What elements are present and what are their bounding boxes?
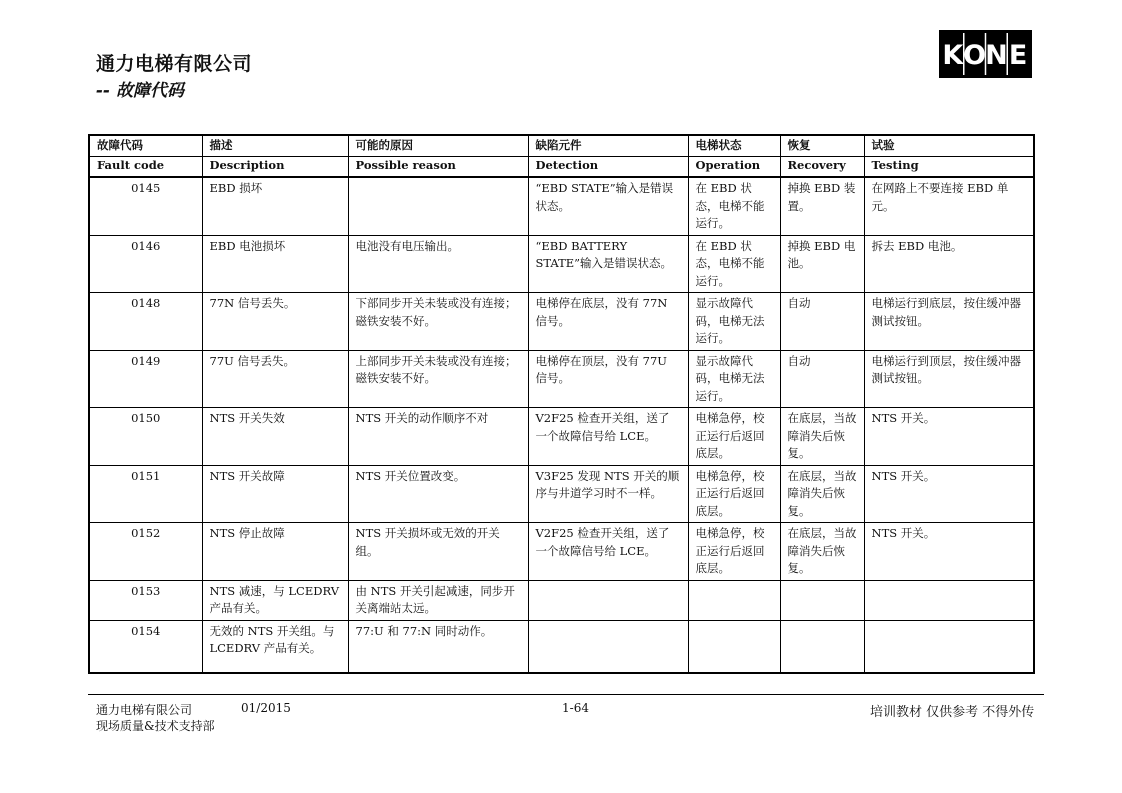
col-header-fault-code: Fault code bbox=[89, 157, 202, 178]
possible-reason-cell: NTS 开关位置改变。 bbox=[348, 465, 528, 523]
col-header-operation: Operation bbox=[688, 157, 780, 178]
detection-cell: V2F25 检查开关组，送了一个故障信号给 LCE。 bbox=[528, 408, 688, 466]
testing-cell: NTS 开关。 bbox=[864, 523, 1034, 581]
header-row-chinese bbox=[89, 135, 1034, 157]
possible-reason-cell: 下部同步开关未装或没有连接；磁铁安装不好。 bbox=[348, 293, 528, 351]
table-row bbox=[89, 408, 1034, 466]
operation-cell: 电梯急停，校正运行后返回底层。 bbox=[688, 465, 780, 523]
operation-cell: 显示故障代码，电梯无法运行。 bbox=[688, 293, 780, 351]
col-header-recovery-cn: 恢复 bbox=[780, 135, 864, 157]
col-header-testing: Testing bbox=[864, 157, 1034, 178]
page-number: 1-64 bbox=[562, 701, 589, 715]
testing-cell: 电梯运行到顶层，按住缓冲器测试按钮。 bbox=[864, 350, 1034, 408]
possible-reason-cell: 由 NTS 开关引起减速，同步开关离端站太远。 bbox=[348, 580, 528, 620]
testing-cell: 拆去 EBD 电池。 bbox=[864, 235, 1034, 293]
description-cell: 77N 信号丢失。 bbox=[202, 293, 348, 351]
description-cell: 77U 信号丢失。 bbox=[202, 350, 348, 408]
col-header-detection: Detection bbox=[528, 157, 688, 178]
footer-divider bbox=[88, 694, 1044, 695]
description-cell: NTS 开关故障 bbox=[202, 465, 348, 523]
detection-cell: 电梯停在顶层，没有 77U 信号。 bbox=[528, 350, 688, 408]
table-row bbox=[89, 293, 1034, 351]
operation-cell bbox=[688, 580, 780, 620]
fault-code-cell: 0151 bbox=[89, 465, 202, 523]
fault-code-cell: 0149 bbox=[89, 350, 202, 408]
operation-cell: 显示故障代码，电梯无法运行。 bbox=[688, 350, 780, 408]
logo-letter-k: K bbox=[942, 40, 964, 71]
col-header-possible-reason: Possible reason bbox=[348, 157, 528, 178]
table-row bbox=[89, 580, 1034, 620]
possible-reason-cell: NTS 开关损坏或无效的开关组。 bbox=[348, 523, 528, 581]
operation-cell bbox=[688, 620, 780, 673]
table-row bbox=[89, 350, 1034, 408]
detection-cell: “EBD BATTERY STATE”输入是错误状态。 bbox=[528, 235, 688, 293]
fault-code-cell: 0150 bbox=[89, 408, 202, 466]
footer-date: 01/2015 bbox=[241, 701, 291, 715]
fault-code-table bbox=[88, 134, 1035, 674]
col-header-possible-reason-cn: 可能的原因 bbox=[348, 135, 528, 157]
fault-code-cell: 0146 bbox=[89, 235, 202, 293]
col-header-testing-cn: 试验 bbox=[864, 135, 1034, 157]
detection-cell bbox=[528, 580, 688, 620]
recovery-cell: 掉换 EBD 电池。 bbox=[780, 235, 864, 293]
fault-code-cell: 0145 bbox=[89, 177, 202, 235]
description-cell: 无效的 NTS 开关组。与 LCEDRV 产品有关。 bbox=[202, 620, 348, 673]
col-header-fault-code-cn: 故障代码 bbox=[89, 135, 202, 157]
recovery-cell bbox=[780, 580, 864, 620]
description-cell: NTS 停止故障 bbox=[202, 523, 348, 581]
operation-cell: 电梯急停，校正运行后返回底层。 bbox=[688, 408, 780, 466]
col-header-detection-cn: 缺陷元件 bbox=[528, 135, 688, 157]
recovery-cell: 在底层，当故障消失后恢复。 bbox=[780, 465, 864, 523]
detection-cell: 电梯停在底层，没有 77N 信号。 bbox=[528, 293, 688, 351]
possible-reason-cell bbox=[348, 177, 528, 235]
possible-reason-cell: NTS 开关的动作顺序不对 bbox=[348, 408, 528, 466]
testing-cell: 在网路上不要连接 EBD 单元。 bbox=[864, 177, 1034, 235]
logo-letter-e: E bbox=[1008, 40, 1028, 71]
operation-cell: 在 EBD 状态，电梯不能运行。 bbox=[688, 177, 780, 235]
fault-code-cell: 0148 bbox=[89, 293, 202, 351]
detection-cell: “EBD STATE”输入是错误状态。 bbox=[528, 177, 688, 235]
testing-cell bbox=[864, 580, 1034, 620]
possible-reason-cell: 上部同步开关未装或没有连接；磁铁安装不好。 bbox=[348, 350, 528, 408]
recovery-cell: 掉换 EBD 装置。 bbox=[780, 177, 864, 235]
fault-code-cell: 0152 bbox=[89, 523, 202, 581]
col-header-description: Description bbox=[202, 157, 348, 178]
operation-cell: 在 EBD 状态，电梯不能运行。 bbox=[688, 235, 780, 293]
col-header-operation-cn: 电梯状态 bbox=[688, 135, 780, 157]
table-row bbox=[89, 177, 1034, 235]
footer-notice: 培训教材 仅供参考 不得外传 bbox=[870, 705, 1035, 720]
recovery-cell bbox=[780, 620, 864, 673]
testing-cell: 电梯运行到底层，按住缓冲器测试按钮。 bbox=[864, 293, 1034, 351]
company-title: 通力电梯有限公司 bbox=[96, 53, 253, 75]
testing-cell: NTS 开关。 bbox=[864, 408, 1034, 466]
recovery-cell: 在底层，当故障消失后恢复。 bbox=[780, 523, 864, 581]
recovery-cell: 自动 bbox=[780, 293, 864, 351]
fault-code-cell: 0153 bbox=[89, 580, 202, 620]
recovery-cell: 自动 bbox=[780, 350, 864, 408]
description-cell: NTS 减速，与 LCEDRV 产品有关。 bbox=[202, 580, 348, 620]
page-subtitle: -- 故障代码 bbox=[96, 81, 185, 101]
detection-cell bbox=[528, 620, 688, 673]
footer-department: 现场质量&技术支持部 bbox=[96, 719, 215, 733]
col-header-recovery: Recovery bbox=[780, 157, 864, 178]
description-cell: EBD 损坏 bbox=[202, 177, 348, 235]
table-row bbox=[89, 465, 1034, 523]
possible-reason-cell: 电池没有电压输出。 bbox=[348, 235, 528, 293]
fault-code-cell: 0154 bbox=[89, 620, 202, 673]
operation-cell: 电梯急停，校正运行后返回底层。 bbox=[688, 523, 780, 581]
detection-cell: V3F25 发现 NTS 开关的顺序与井道学习时不一样。 bbox=[528, 465, 688, 523]
table-row bbox=[89, 235, 1034, 293]
testing-cell bbox=[864, 620, 1034, 673]
table-row bbox=[89, 523, 1034, 581]
footer-company: 通力电梯有限公司 bbox=[96, 703, 193, 717]
table-row bbox=[89, 620, 1034, 673]
header-row-english bbox=[89, 157, 1034, 178]
detection-cell: V2F25 检查开关组，送了一个故障信号给 LCE。 bbox=[528, 523, 688, 581]
logo-letter-o: O bbox=[963, 40, 987, 71]
possible-reason-cell: 77:U 和 77:N 同时动作。 bbox=[348, 620, 528, 673]
description-cell: EBD 电池损坏 bbox=[202, 235, 348, 293]
col-header-description-cn: 描述 bbox=[202, 135, 348, 157]
logo-letter-n: N bbox=[985, 40, 1008, 71]
testing-cell: NTS 开关。 bbox=[864, 465, 1034, 523]
recovery-cell: 在底层，当故障消失后恢复。 bbox=[780, 408, 864, 466]
description-cell: NTS 开关失效 bbox=[202, 408, 348, 466]
kone-logo bbox=[939, 30, 1032, 78]
